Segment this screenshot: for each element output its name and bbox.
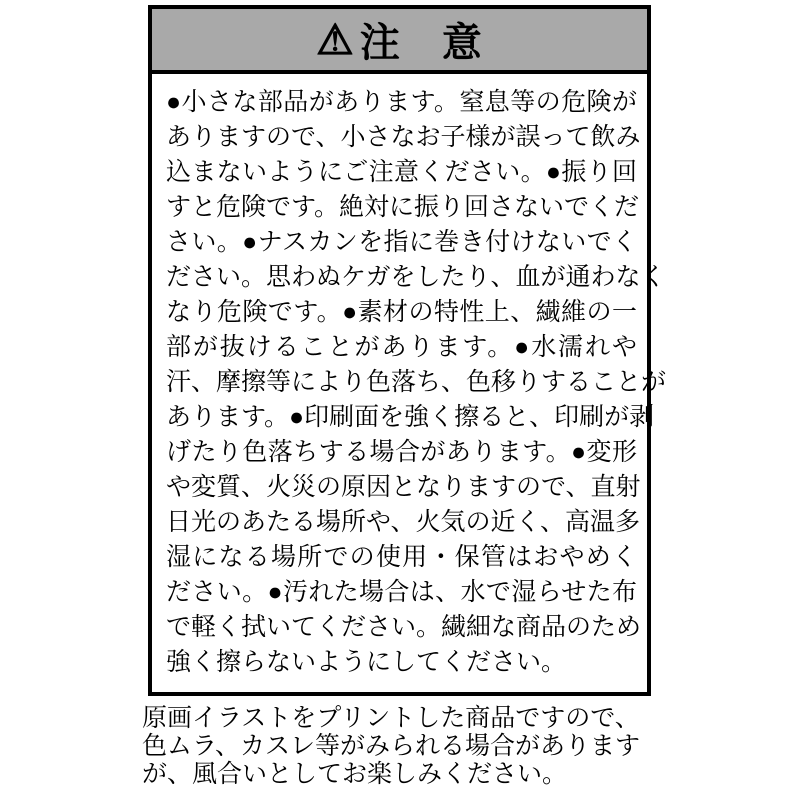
caution-text-line: 湿になる場所での使用・保管はおやめく — [166, 543, 637, 571]
caution-text-line: あります。●印刷面を強く擦ると、印刷が剥 — [166, 403, 655, 431]
caution-title: 注 意 — [359, 21, 483, 65]
caution-text-line: や変質、火災の原因となりますので、直射 — [166, 473, 641, 501]
caution-text-line: ●小さな部品があります。窒息等の危険が — [166, 88, 637, 116]
caution-text-line: で軽く拭いてください。繊細な商品のため — [166, 613, 642, 641]
caution-text-line: 部が抜けることがあります。●水濡れや — [166, 333, 637, 361]
caution-text-line: げたり色落ちする場合があります。●変形 — [166, 438, 637, 466]
caution-text-line: すと危険です。絶対に振り回さないでくだ — [166, 193, 640, 221]
caution-text-line: なり危険です。●素材の特性上、繊維の一 — [166, 298, 637, 326]
caution-body-text — [152, 74, 667, 692]
caution-notice-box — [148, 5, 667, 696]
warning-triangle-icon: ⚠ — [316, 15, 355, 63]
caution-text-line: 強く擦らないようにしてください。 — [166, 648, 567, 676]
caution-text-line: 日光のあたる場所や、火気の近く、高温多 — [166, 508, 641, 536]
caution-text-line: ださい。●汚れた場合は、水で湿らせた布 — [166, 578, 637, 606]
caution-text-line: 汗、摩擦等により色落ち、色移りすることが — [166, 368, 667, 396]
note-line: 原画イラストをプリントした商品ですので、 — [142, 704, 640, 732]
caution-text-line: さい。●ナスカンを指に巻き付けないでく — [166, 228, 637, 256]
product-print-note — [142, 704, 672, 788]
caution-text-line: ださい。思わぬケガをしたり、血が通わなく — [166, 263, 666, 291]
note-line: が、風合いとしてお楽しみください。 — [142, 760, 568, 788]
note-line: 色ムラ、カスレ等がみられる場合があります — [142, 732, 641, 760]
caution-text-line: 込まないようにご注意ください。●振り回 — [166, 158, 637, 186]
caution-text-line: ありますので、小さなお子様が誤って飲み — [166, 123, 641, 151]
caution-header — [152, 9, 647, 74]
